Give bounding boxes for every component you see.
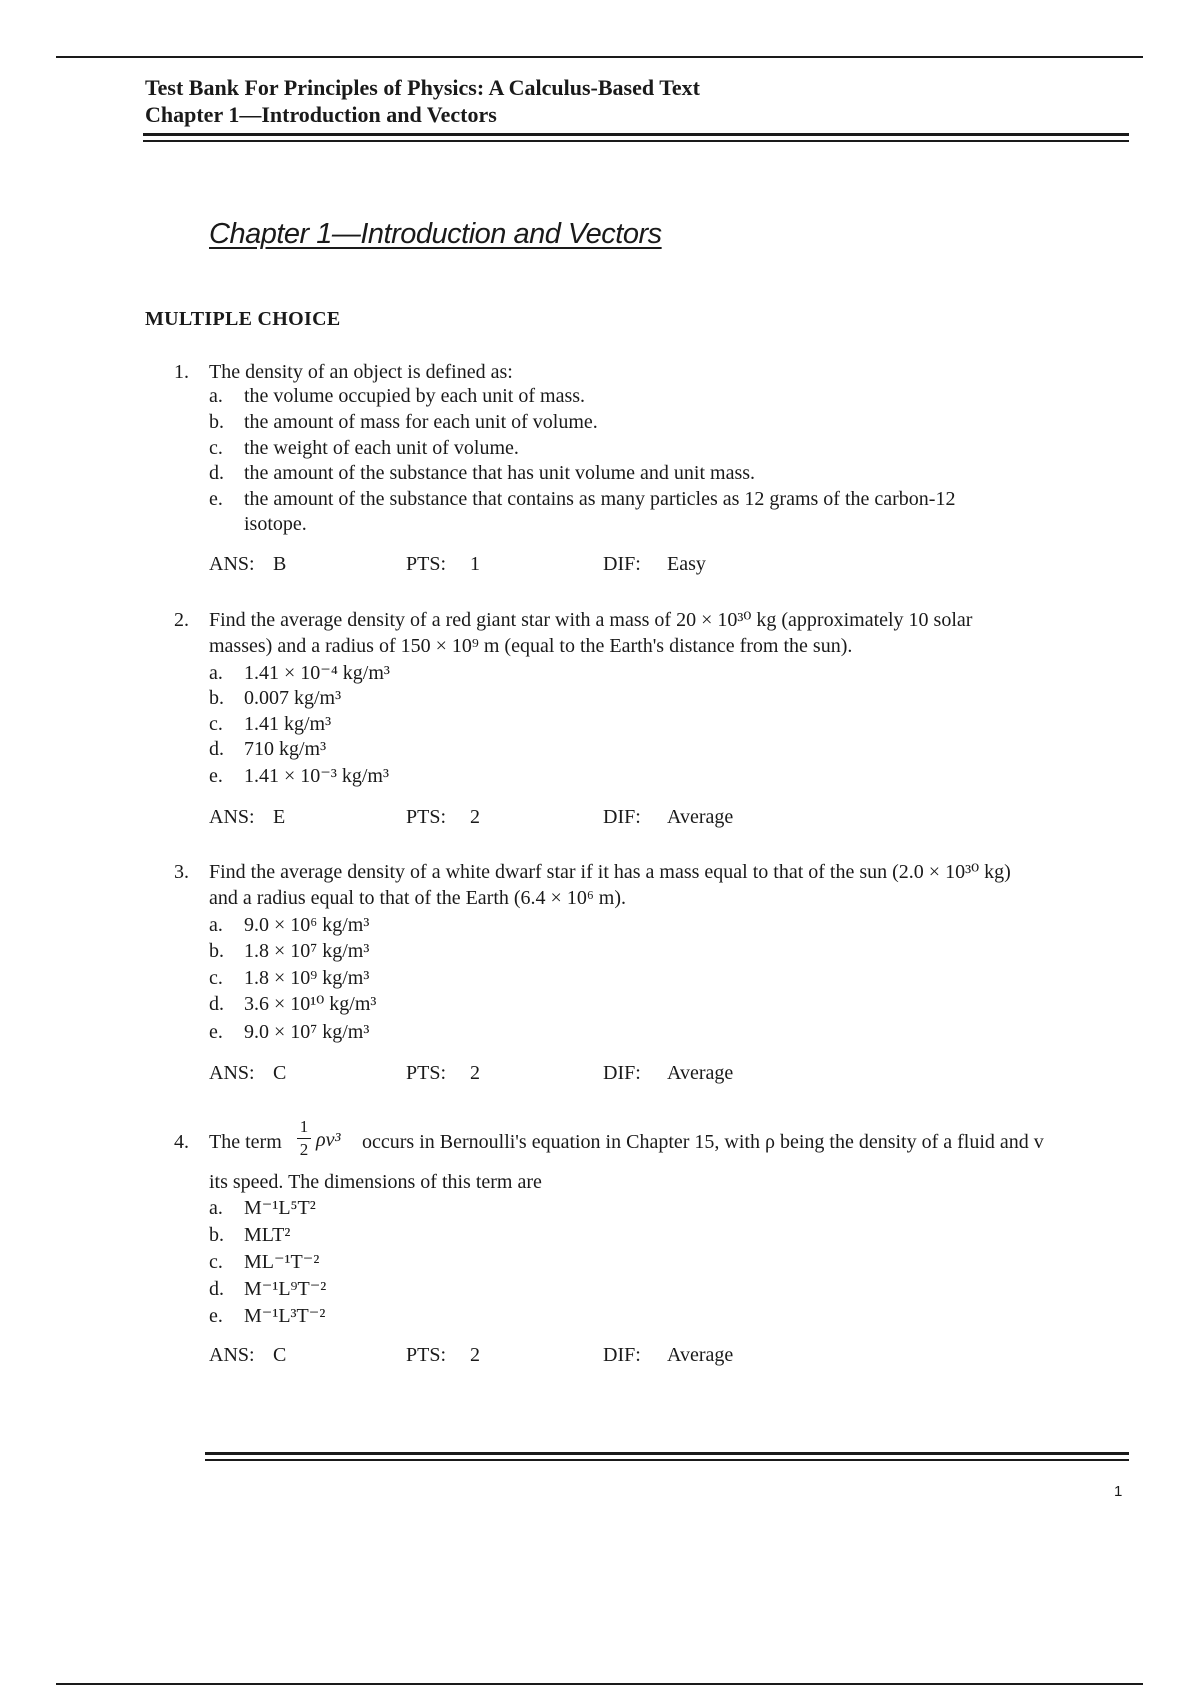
question-number: 4. [174, 1131, 189, 1153]
option-text: M⁻¹L⁹T⁻² [244, 1278, 327, 1300]
chapter-heading: Chapter 1—Introduction and Vectors [209, 218, 662, 250]
answer-label: ANS: [209, 553, 255, 575]
option-text: 3.6 × 10¹⁰ kg/m³ [244, 993, 377, 1015]
option-text: 1.41 kg/m³ [244, 713, 332, 735]
option-text: the volume occupied by each unit of mass. [244, 385, 586, 407]
option-text: MLT² [244, 1224, 291, 1246]
question-number: 1. [174, 361, 189, 383]
option-letter: d. [209, 462, 224, 484]
option-text: 1.8 × 10⁷ kg/m³ [244, 940, 370, 962]
top-rule [56, 56, 1143, 58]
points-label: PTS: [406, 1344, 447, 1366]
option-text: 1.41 × 10⁻³ kg/m³ [244, 765, 389, 787]
answer-value: C [273, 1344, 287, 1366]
points-label: PTS: [406, 553, 447, 575]
answer-value: E [273, 806, 286, 828]
option-letter: d. [209, 1278, 224, 1300]
points-label: PTS: [406, 806, 447, 828]
points-value: 1 [470, 553, 480, 575]
question-stem-prefix: The term [209, 1131, 282, 1153]
answer-label: ANS: [209, 1062, 255, 1084]
difficulty-value: Easy [667, 553, 706, 575]
option-letter: b. [209, 1224, 224, 1246]
answer-value: B [273, 553, 287, 575]
option-letter: b. [209, 687, 224, 709]
option-text: 0.007 kg/m³ [244, 687, 342, 709]
option-letter: c. [209, 437, 223, 459]
question-stem: its speed. The dimensions of this term are [209, 1171, 542, 1193]
option-letter: c. [209, 713, 223, 735]
option-letter: c. [209, 967, 223, 989]
points-label: PTS: [406, 1062, 447, 1084]
option-text: M⁻¹L³T⁻² [244, 1305, 326, 1327]
footer-double-rule [205, 1452, 1129, 1461]
answer-value: C [273, 1062, 287, 1084]
option-letter: e. [209, 1021, 223, 1043]
difficulty-value: Average [667, 1344, 734, 1366]
answer-label: ANS: [209, 806, 255, 828]
option-text: 1.8 × 10⁹ kg/m³ [244, 967, 370, 989]
option-text: 1.41 × 10⁻⁴ kg/m³ [244, 662, 390, 684]
difficulty-value: Average [667, 806, 734, 828]
option-letter: a. [209, 1197, 223, 1219]
question-stem: The density of an object is defined as: [209, 361, 513, 383]
option-letter: d. [209, 993, 224, 1015]
option-letter: c. [209, 1251, 223, 1273]
option-text: M⁻¹L⁵T² [244, 1197, 316, 1219]
option-text: ML⁻¹T⁻² [244, 1251, 320, 1273]
question-stem: Find the average density of a white dwarf star if it has a mass equal to that of the sun (2.0 × 10³⁰ kg) [209, 861, 1011, 883]
option-text: the amount of mass for each unit of volume. [244, 411, 598, 433]
option-text: the amount of the substance that contains as many particles as 12 grams of the carbon-12 [244, 488, 956, 510]
difficulty-value: Average [667, 1062, 734, 1084]
fraction-numerator: 1 [299, 1117, 309, 1136]
header-title: Test Bank For Principles of Physics: A Calculus-Based Text [145, 75, 700, 100]
difficulty-label: DIF: [603, 806, 641, 828]
option-letter: b. [209, 411, 224, 433]
difficulty-label: DIF: [603, 1344, 641, 1366]
option-letter: e. [209, 1305, 223, 1327]
difficulty-label: DIF: [603, 553, 641, 575]
header-chapter: Chapter 1—Introduction and Vectors [145, 102, 497, 127]
option-text: 710 kg/m³ [244, 738, 327, 760]
question-number: 3. [174, 861, 189, 883]
section-heading: MULTIPLE CHOICE [145, 308, 341, 330]
option-letter: e. [209, 765, 223, 787]
option-letter: a. [209, 914, 223, 936]
option-text: 9.0 × 10⁷ kg/m³ [244, 1021, 370, 1043]
option-text: the weight of each unit of volume. [244, 437, 519, 459]
answer-label: ANS: [209, 1344, 255, 1366]
question-stem-suffix: occurs in Bernoulli's equation in Chapter 15, with ρ being the density of a fluid and v [362, 1131, 1044, 1153]
difficulty-label: DIF: [603, 1062, 641, 1084]
header-double-rule [143, 133, 1129, 142]
question-stem: Find the average density of a red giant star with a mass of 20 × 10³⁰ kg (approximately 10 solar [209, 609, 973, 631]
question-number: 2. [174, 609, 189, 631]
fraction-denominator: 2 [299, 1140, 309, 1159]
page-number: 1 [1114, 1483, 1123, 1500]
points-value: 2 [470, 1062, 480, 1084]
question-expression: ρv³ [316, 1129, 341, 1151]
question-stem: masses) and a radius of 150 × 10⁹ m (equal to the Earth's distance from the sun). [209, 635, 853, 657]
option-letter: b. [209, 940, 224, 962]
option-letter: a. [209, 385, 223, 407]
fraction-bar [297, 1138, 311, 1139]
question-stem: and a radius equal to that of the Earth (6.4 × 10⁶ m). [209, 887, 627, 909]
option-letter: e. [209, 488, 223, 510]
option-letter: a. [209, 662, 223, 684]
option-letter: d. [209, 738, 224, 760]
points-value: 2 [470, 806, 480, 828]
option-text: the amount of the substance that has unit volume and unit mass. [244, 462, 756, 484]
points-value: 2 [470, 1344, 480, 1366]
bottom-rule [56, 1683, 1143, 1685]
option-text: 9.0 × 10⁶ kg/m³ [244, 914, 370, 936]
option-text: isotope. [244, 513, 307, 535]
